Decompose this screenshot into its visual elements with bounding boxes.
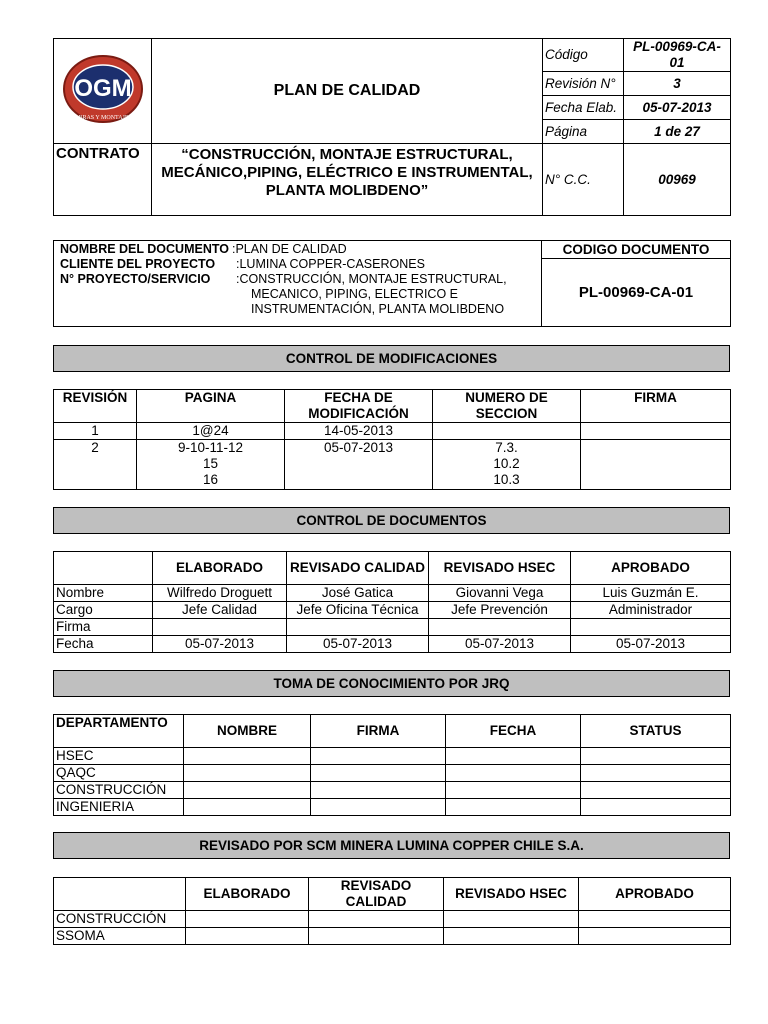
meta-label-code: Código: [543, 39, 624, 72]
mod-cell: 1: [54, 423, 137, 440]
table-row: [54, 423, 731, 440]
mod-section-line: 7.3.: [495, 440, 518, 455]
doc-cell: 05-07-2013: [153, 636, 287, 653]
doc-cell: [571, 619, 731, 636]
logo-subtext: OBRAS Y MONTAJES: [73, 115, 132, 121]
doc-row-label: Cargo: [54, 602, 153, 619]
doc-cell: [429, 619, 571, 636]
table-row: [54, 636, 731, 653]
rev-header-quality: REVISADO CALIDAD: [309, 878, 444, 911]
ack-department: QAQC: [54, 765, 184, 782]
table-row: [54, 602, 731, 619]
table-row: [54, 928, 731, 945]
mod-cell: 1@24: [137, 423, 285, 440]
table-row: [54, 748, 731, 765]
meta-label-page: Página: [543, 120, 624, 144]
document-info-table: [53, 240, 731, 327]
ack-header-department: DEPARTAMENTO: [54, 715, 184, 748]
mod-section-line: 10.2: [493, 456, 520, 471]
cc-label: N° C.C.: [543, 144, 624, 216]
meta-label-revision: Revisión N°: [543, 72, 624, 96]
logo-cell: [54, 39, 152, 144]
mod-page-line: 9-10-11-12: [177, 440, 244, 455]
document-info-block: [54, 241, 542, 327]
rev-row-label: SSOMA: [54, 928, 186, 945]
modifications-title: CONTROL DE MODIFICACIONES: [53, 345, 730, 372]
table-row: [54, 585, 731, 602]
doc-cell: 05-07-2013: [287, 636, 429, 653]
mod-cell: [137, 440, 285, 490]
table-row: [54, 619, 731, 636]
cc-value: 00969: [624, 144, 731, 216]
logo-text: OGM: [73, 75, 132, 102]
review-table: [53, 877, 731, 945]
mod-cell: [581, 440, 731, 490]
doc-cell: [153, 619, 287, 636]
meta-label-date: Fecha Elab.: [543, 96, 624, 120]
code-header: CODIGO DOCUMENTO: [542, 241, 731, 259]
acknowledgement-table: [53, 714, 731, 816]
doc-header-approved: APROBADO: [571, 552, 731, 585]
info-row-name: [60, 242, 535, 257]
doc-row-label: Nombre: [54, 585, 153, 602]
info-value-name: :PLAN DE CALIDAD: [232, 242, 347, 256]
document-title: PLAN DE CALIDAD: [152, 39, 543, 144]
info-row-project: [60, 272, 535, 287]
ack-header-date: FECHA: [446, 715, 581, 748]
table-row: [54, 440, 731, 490]
acknowledgement-title: TOMA DE CONOCIMIENTO POR JRQ: [53, 670, 730, 697]
review-title: REVISADO POR SCM MINERA LUMINA COPPER CHILE S.A.: [53, 832, 730, 859]
meta-value-page: 1 de 27: [624, 120, 731, 144]
doc-cell: Wilfredo Droguett: [153, 585, 287, 602]
rev-header-approved: APROBADO: [579, 878, 731, 911]
doc-cell: Administrador: [571, 602, 731, 619]
modifications-table: [53, 389, 731, 490]
meta-value-revision: 3: [624, 72, 731, 96]
info-label-client: CLIENTE DEL PROYECTO: [60, 257, 216, 271]
doc-cell: Jefe Calidad: [153, 602, 287, 619]
mod-header-revision: REVISIÓN: [54, 390, 137, 423]
mod-header-signature: FIRMA: [581, 390, 731, 423]
rev-header-empty: [54, 878, 186, 911]
mod-header-date: FECHA DE MODIFICACIÓN: [285, 390, 433, 423]
mod-page-line: 15: [202, 456, 219, 471]
documents-title: CONTROL DE DOCUMENTOS: [53, 507, 730, 534]
ack-department: HSEC: [54, 748, 184, 765]
doc-row-label: Fecha: [54, 636, 153, 653]
contract-title: “CONSTRUCCIÓN, MONTAJE ESTRUCTURAL, MECÁNICO,PIPING, ELÉCTRICO E INSTRUMENTAL, PLANTA MOLIBDENO”: [152, 144, 543, 216]
doc-header-empty: [54, 552, 153, 585]
info-continuation-1: MECANICO, PIPING, ELECTRICO E: [251, 287, 458, 301]
header-table: [53, 38, 731, 216]
table-row: [54, 765, 731, 782]
contract-label: CONTRATO: [54, 144, 152, 216]
mod-page-line: 16: [202, 472, 219, 487]
doc-row-label: Firma: [54, 619, 153, 636]
mod-cell: [581, 423, 731, 440]
doc-cell: [287, 619, 429, 636]
ogm-logo-icon: [62, 53, 144, 125]
ack-department: INGENIERIA: [54, 799, 184, 816]
mod-header-page: PAGINA: [137, 390, 285, 423]
info-value-project: :CONSTRUCCIÓN, MONTAJE ESTRUCTURAL,: [236, 272, 507, 286]
doc-cell: 05-07-2013: [429, 636, 571, 653]
meta-value-code: PL-00969-CA-01: [624, 39, 731, 72]
mod-cell: 14-05-2013: [285, 423, 433, 440]
ack-header-name: NOMBRE: [184, 715, 311, 748]
rev-header-hsec: REVISADO HSEC: [444, 878, 579, 911]
ack-header-status: STATUS: [581, 715, 731, 748]
rev-row-label: CONSTRUCCIÓN: [54, 911, 186, 928]
doc-cell: Jefe Oficina Técnica: [287, 602, 429, 619]
doc-cell: Luis Guzmán E.: [571, 585, 731, 602]
doc-cell: Giovanni Vega: [429, 585, 571, 602]
table-row: [54, 911, 731, 928]
mod-cell: 05-07-2013: [285, 440, 433, 490]
info-label-project: N° PROYECTO/SERVICIO: [60, 272, 211, 286]
info-label-name: NOMBRE DEL DOCUMENTO: [60, 242, 229, 256]
table-row: [54, 799, 731, 816]
rev-header-elaborated: ELABORADO: [186, 878, 309, 911]
doc-cell: 05-07-2013: [571, 636, 731, 653]
ack-department: CONSTRUCCIÓN: [54, 782, 184, 799]
documents-table: [53, 551, 731, 653]
ack-header-signature: FIRMA: [311, 715, 446, 748]
doc-cell: Jefe Prevención: [429, 602, 571, 619]
mod-cell: 2: [54, 440, 137, 490]
meta-value-date: 05-07-2013: [624, 96, 731, 120]
mod-cell: [433, 440, 581, 490]
doc-header-quality: REVISADO CALIDAD: [287, 552, 429, 585]
mod-section-line: 10.3: [493, 472, 520, 487]
doc-cell: José Gatica: [287, 585, 429, 602]
mod-header-section: NUMERO DE SECCION: [433, 390, 581, 423]
info-value-client: :LUMINA COPPER-CASERONES: [236, 257, 425, 271]
info-row-client: [60, 257, 535, 272]
info-continuation-2: INSTRUMENTACIÓN, PLANTA MOLIBDENO: [251, 302, 505, 316]
doc-header-elaborated: ELABORADO: [153, 552, 287, 585]
mod-cell: [433, 423, 581, 440]
doc-header-hsec: REVISADO HSEC: [429, 552, 571, 585]
code-value: PL-00969-CA-01: [542, 259, 731, 327]
table-row: [54, 782, 731, 799]
